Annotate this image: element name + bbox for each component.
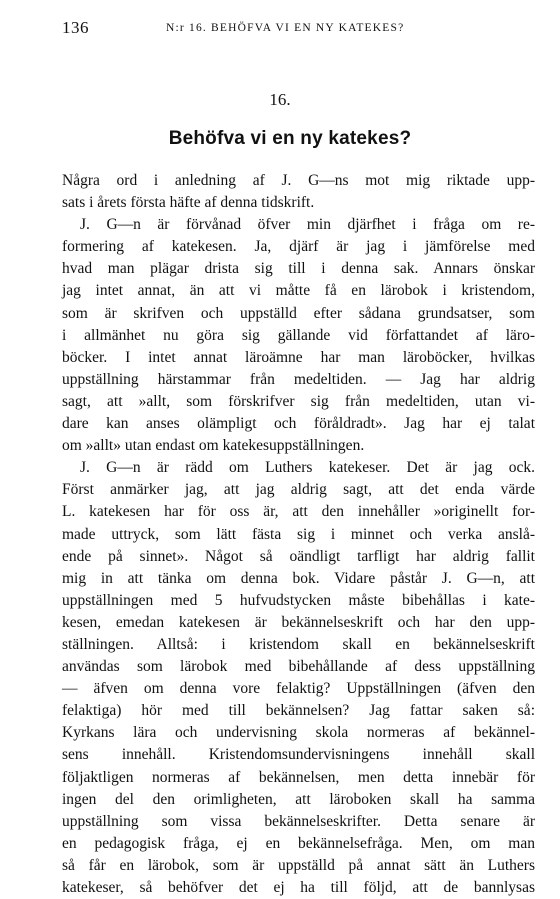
- text-line: L. katekesen har för oss är, att den innehåller »originellt for-: [62, 503, 535, 521]
- text-line: jag intet annat, än att vi måtte få en lärobok i kristendom,: [62, 282, 535, 300]
- text-line: så får en lärobok, som är uppställd på annat sätt än Luthers: [62, 856, 535, 874]
- text-line: sats i årets första häfte af denna tidskrift.: [62, 194, 315, 212]
- text-line: hvad man plägar drista sig till i denna sak. Annars önskar: [62, 260, 535, 278]
- text-line: made uttryck, som lätt fästa sig i minnet och verka anslå-: [62, 525, 535, 543]
- text-line: ende på sinnet». Något så oändligt tarfligt har aldrig fallit: [62, 547, 535, 565]
- running-title: N:r 16. BEHÖFVA VI EN NY KATEKES?: [166, 22, 405, 34]
- text-line: J. G—n är förvånad öfver min djärfhet i fråga om re-: [80, 216, 535, 234]
- text-line: följaktligen normeras af bekännelsen, men detta innebär för: [62, 768, 535, 786]
- text-line: kesen, emedan katekesen är bekännelseskrift och har den upp-: [62, 613, 535, 631]
- running-head: [62, 18, 526, 42]
- text-line: uppställning härstammar från medeltiden. — Jag har aldrig: [62, 370, 535, 388]
- text-line: Kyrkans lära och undervisning skola normeras af bekännel-: [62, 724, 535, 742]
- article-title: Behöfva vi en ny katekes?: [168, 128, 412, 149]
- text-line: felaktiga) hör med till bekännelsen? Jag fattar saken så:: [62, 702, 535, 720]
- text-line: i allmänhet nu göra sig gällande vid författandet af läro-: [62, 326, 535, 344]
- text-line: ingen del den orimligheten, att läroboken skall ha samma: [62, 790, 535, 808]
- text-line: en pedagogisk fråga, ej en bekännelsefråga. Men, om man: [62, 834, 535, 852]
- text-line: om »allt» utan endast om katekesuppställningen.: [62, 437, 365, 455]
- text-line: — äfven om denna vore felaktig? Uppställningen (äfven den: [62, 680, 535, 698]
- text-line: uppställning som vissa bekännelseskrifter. Detta senare är: [62, 812, 535, 830]
- text-line: uppställningen med 5 hufvudstycken måste bibehållas i kate-: [62, 591, 535, 609]
- text-line: ställningen. Alltså: i kristendom skall en bekännelseskrift: [62, 635, 535, 653]
- text-line: som är skrifven och uppställd efter sådana grundsatser, som: [62, 304, 535, 322]
- text-line: sens innehåll. Kristendomsundervisningens innehåll skall: [62, 746, 535, 764]
- text-line: Först anmärker jag, att jag aldrig sagt, att det enda värde: [62, 481, 535, 499]
- text-line: formering af katekesen. Ja, djärf är jag i jämförelse med: [62, 238, 535, 256]
- page-number: 136: [62, 18, 89, 37]
- section-number: 16.: [269, 90, 291, 109]
- text-line: böcker. I intet annat läroämne har man läroböcker, hvilkas: [62, 348, 535, 366]
- text-line: sagt, att »allt, som förskrifver sig från medeltiden, utan vi-: [62, 392, 535, 410]
- text-line: Några ord i anledning af J. G—ns mot mig riktade upp-: [62, 172, 535, 189]
- body-text: [62, 170, 535, 899]
- text-line: J. G—n är rädd om Luthers katekeser. Det är jag ock.: [80, 459, 535, 477]
- text-line: mig in att tänka om denna bok. Vidare påstår J. G—n, att: [62, 569, 535, 587]
- text-line: användas som lärobok med bibehållande af dess uppställning: [62, 658, 535, 676]
- text-line: dare kan anses olämpligt och föråldradt». Jag har ej talat: [62, 415, 535, 433]
- text-line: katekeser, så behöfver det ej ha till följd, att de bannlysas: [62, 879, 535, 896]
